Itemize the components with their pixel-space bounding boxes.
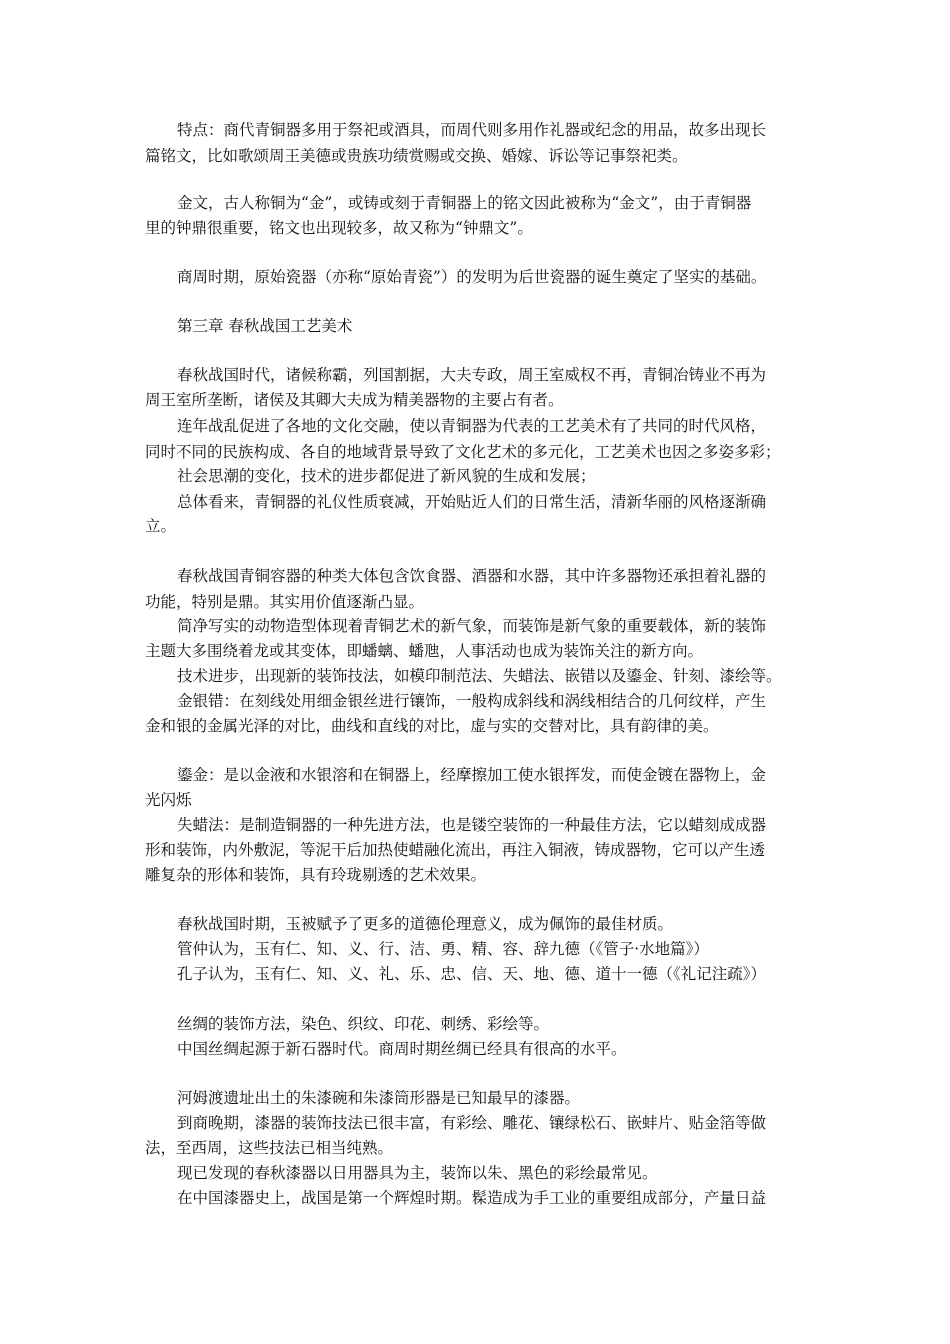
paragraph-line: 同时不同的民族构成、各自的地域背景导致了文化艺术的多元化，工艺美术也因之多姿多彩； <box>145 443 781 461</box>
paragraph-line: 中国丝绸起源于新石器时代。商周时期丝绸已经具有很高的水平。 <box>177 1040 627 1058</box>
paragraph-line: 形和装饰，内外敷泥，等泥干后加热使蜡融化流出，再注入铜液，铸成器物，它可以产生透 <box>145 841 766 859</box>
paragraph-line: 功能，特别是鼎。其实用价值逐渐凸显。 <box>145 593 425 611</box>
paragraph-line: 春秋战国时期，玉被赋予了更多的道德伦理意义，成为佩饰的最佳材质。 <box>177 915 674 933</box>
paragraph-line: 丝绸的装饰方法，染色、织纹、印花、刺绣、彩绘等。 <box>177 1015 550 1033</box>
paragraph-line: 主题大多围绕着龙或其变体，即蟠螭、蟠虺，人事活动也成为装饰关注的新方向。 <box>145 642 704 660</box>
paragraph-line: 孔子认为，玉有仁、知、义、礼、乐、忠、信、天、地、德、道十一德（《礼记注疏》） <box>177 965 767 983</box>
paragraph-line: 金文，古人称铜为“金”，或铸或刻于青铜器上的铭文因此被称为“金文”，由于青铜器 <box>177 194 752 212</box>
paragraph-line: 光闪烁 <box>145 791 192 809</box>
paragraph-line: 里的钟鼎很重要，铭文也出现较多，故又称为“钟鼎文”。 <box>145 219 533 237</box>
paragraph-line: 篇铭文，比如歌颂周王美德或贵族功绩赏赐或交换、婚嫁、诉讼等记事祭祀类。 <box>145 147 688 165</box>
paragraph-line: 周王室所垄断，诸侯及其卿大夫成为精美器物的主要占有者。 <box>145 391 564 409</box>
paragraph-line: 特点：商代青铜器多用于祭祀或酒具，而周代则多用作礼器或纪念的用品，故多出现长 <box>177 121 767 139</box>
paragraph-line: 简净写实的动物造型体现着青铜艺术的新气象，而装饰是新气象的重要载体，新的装饰 <box>177 617 767 635</box>
paragraph-line: 管仲认为，玉有仁、知、义、行、洁、勇、精、容、辞九德（《管子·水地篇》） <box>177 940 709 958</box>
paragraph-line: 技术进步，出现新的装饰技法，如模印制范法、失蜡法、嵌错以及鎏金、针刻、漆绘等。 <box>177 667 782 685</box>
paragraph-line: 到商晚期，漆器的装饰技法已很丰富，有彩绘、雕花、镶绿松石、嵌蚌片、贴金箔等做 <box>177 1114 767 1132</box>
paragraph-line: 总体看来，青铜器的礼仪性质衰减，开始贴近人们的日常生活，清新华丽的风格逐渐确 <box>177 493 767 511</box>
paragraph-line: 春秋战国时代，诸候称霸，列国割据，大夫专政，周王室威权不再，青铜冶铸业不再为 <box>177 366 767 384</box>
paragraph-line: 现已发现的春秋漆器以日用器具为主，装饰以朱、黑色的彩绘最常见。 <box>177 1164 658 1182</box>
chapter-heading: 第三章 春秋战国工艺美术 <box>177 317 353 335</box>
paragraph-line: 鎏金：是以金液和水银溶和在铜器上，经摩擦加工使水银挥发，而使金镀在器物上，金 <box>177 766 767 784</box>
paragraph-line: 连年战乱促进了各地的文化交融，使以青铜器为代表的工艺美术有了共同的时代风格， <box>177 417 767 435</box>
paragraph-line: 雕复杂的形体和装饰，具有玲珑剔透的艺术效果。 <box>145 866 487 884</box>
paragraph-line: 商周时期，原始瓷器（亦称“原始青瓷”）的发明为后世瓷器的诞生奠定了坚实的基础。 <box>177 268 767 286</box>
paragraph-line: 社会思潮的变化，技术的进步都促进了新风貌的生成和发展； <box>177 467 596 485</box>
paragraph-line: 立。 <box>145 517 177 535</box>
paragraph-line: 失蜡法：是制造铜器的一种先进方法，也是镂空装饰的一种最佳方法，它以蜡刻成成器 <box>177 816 767 834</box>
paragraph-line: 金和银的金属光泽的对比，曲线和直线的对比，虚与实的交替对比，具有韵律的美。 <box>145 717 719 735</box>
paragraph-line: 河姆渡遗址出土的朱漆碗和朱漆筒形器是已知最早的漆器。 <box>177 1089 581 1107</box>
paragraph-line: 春秋战国青铜容器的种类大体包含饮食器、酒器和水器，其中许多器物还承担着礼器的 <box>177 567 767 585</box>
paragraph-line: 在中国漆器史上，战国是第一个辉煌时期。髹造成为手工业的重要组成部分，产量日益 <box>177 1189 767 1207</box>
paragraph-line: 法，至西周，这些技法已相当纯熟。 <box>145 1139 394 1157</box>
paragraph-line: 金银错：在刻线处用细金银丝进行镶饰，一般构成斜线和涡线相结合的几何纹样，产生 <box>177 692 767 710</box>
